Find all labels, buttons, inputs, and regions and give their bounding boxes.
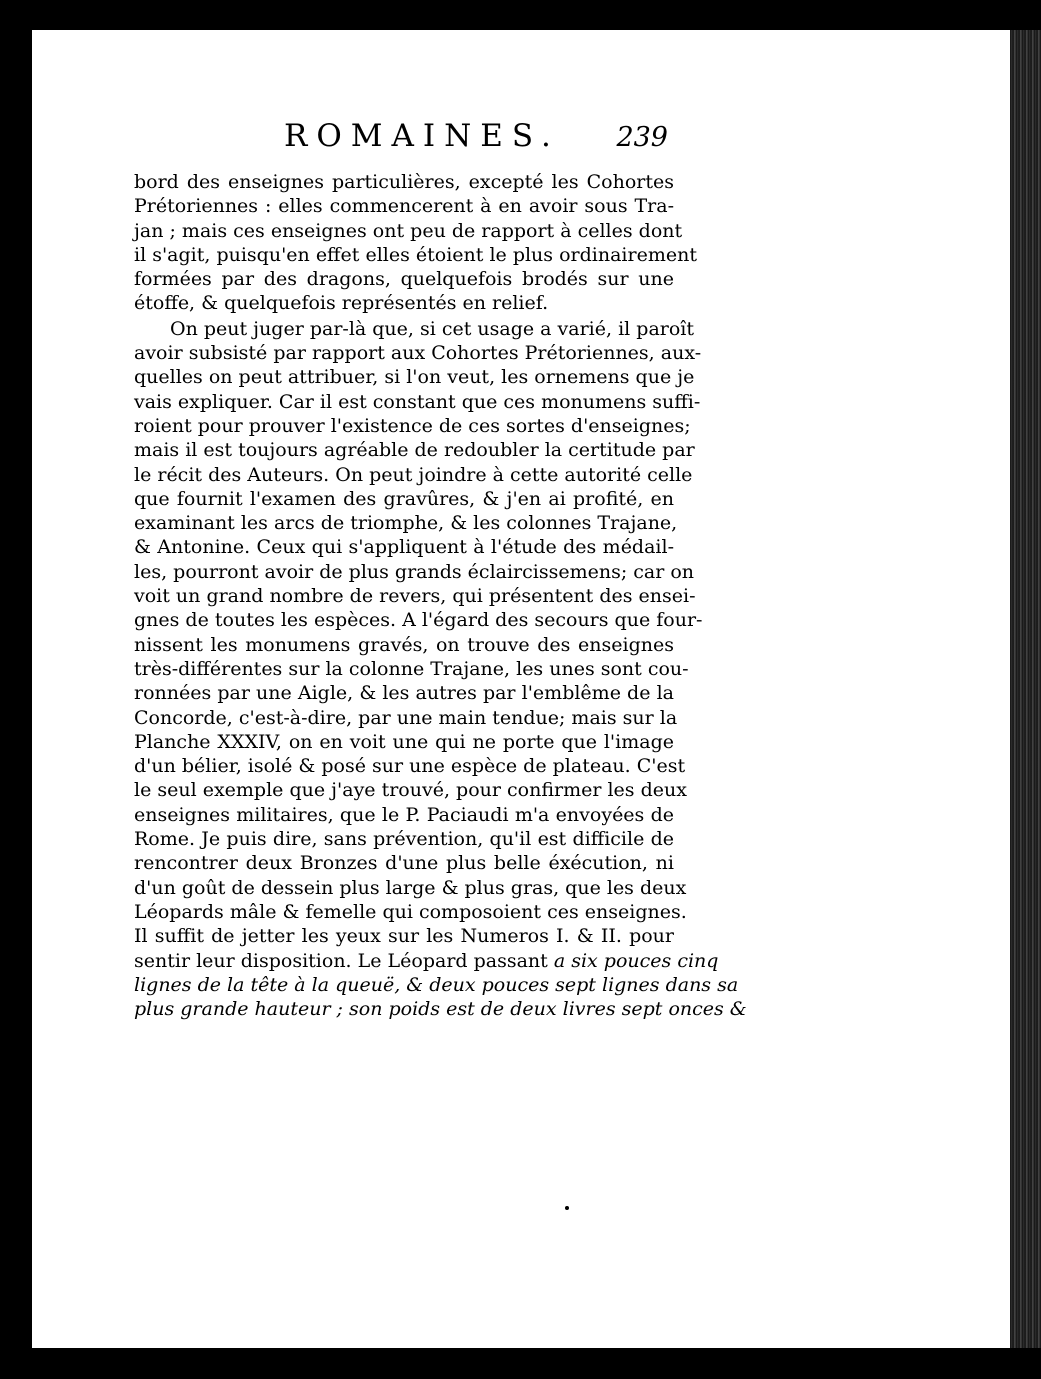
text-line: avoir subsisté par rapport aux Cohortes Prétoriennes, aux-	[134, 342, 702, 365]
page-number: 239	[616, 122, 668, 153]
text-line: d'un goût de dessein plus large & plus gras, que les deux	[134, 876, 687, 899]
text-line-mixed	[134, 949, 719, 973]
text-line: Léopards mâle & femelle qui composoient ces enseignes.	[134, 900, 687, 923]
text-line: le récit des Auteurs. On peut joindre à cette autorité celle	[134, 463, 693, 486]
text-line: jan ; mais ces enseignes ont peu de rapport à celles dont	[134, 219, 683, 242]
text-line: nissent les monumens gravés, on trouve des enseignes	[134, 633, 674, 656]
text-segment: sentir leur disposition. Le Léopard passant	[134, 949, 548, 972]
paragraph-2	[134, 317, 747, 1022]
text-line: étoffe, & quelquefois représentés en relief.	[134, 292, 549, 315]
text-line: ronnées par une Aigle, & les autres par l'emblême de la	[134, 682, 674, 705]
italic-line: plus grande hauteur ; son poids est de deux livres sept onces &	[134, 998, 747, 1021]
text-line: Rome. Je puis dire, sans prévention, qu'il est difficile de	[134, 828, 674, 851]
text-line: enseignes militaires, que le P. Paciaudi m'a envoyées de	[134, 803, 674, 826]
body-text	[134, 170, 747, 1021]
text-line: mais il est toujours agréable de redoubler la certitude par	[134, 439, 695, 462]
text-line: rencontrer deux Bronzes d'une plus belle éxécution, ni	[134, 852, 674, 875]
text-line: il s'agit, puisqu'en effet elles étoient le plus ordinairement	[134, 243, 697, 266]
text-line: roient pour prouver l'existence de ces sortes d'enseignes;	[134, 414, 691, 437]
ink-speck	[565, 1206, 569, 1210]
text-line: Concorde, c'est-à-dire, par une main tendue; mais sur la	[134, 706, 678, 729]
text-line: formées par des dragons, quelquefois brodés sur une	[134, 268, 674, 291]
text-line: quelles on peut attribuer, si l'on veut, les ornemens que je	[134, 366, 695, 389]
paragraph-1	[134, 170, 697, 316]
page-gutter-edge	[1010, 30, 1041, 1348]
text-line: le seul exemple que j'aye trouvé, pour confirmer les deux	[134, 779, 687, 802]
text-line: Planche XXXIV, on en voit une qui ne porte que l'image	[134, 730, 674, 753]
text-line: Prétoriennes : elles commencerent à en avoir sous Tra-	[134, 195, 674, 218]
page-header	[248, 118, 668, 158]
italic-line: lignes de la tête à la queuë, & deux pouces sept lignes dans sa	[134, 973, 739, 996]
text-line: & Antonine. Ceux qui s'appliquent à l'étude des médail-	[134, 536, 674, 559]
text-line: vais expliquer. Car il est constant que ces monumens suffi-	[134, 390, 701, 413]
text-line: Il suffit de jetter les yeux sur les Numeros I. & II. pour	[134, 925, 674, 948]
text-line: bord des enseignes particulières, excepté les Cohortes	[134, 171, 674, 193]
text-line: gnes de toutes les espèces. A l'égard des secours que four-	[134, 609, 703, 632]
text-line: que fournit l'examen des gravûres, & j'en ai profité, en	[134, 487, 674, 510]
text-line: On peut juger par-là que, si cet usage a varié, il paroît	[170, 317, 695, 340]
text-line: très-différentes sur la colonne Trajane, les unes sont cou-	[134, 657, 689, 680]
text-line: voit un grand nombre de revers, qui présentent des ensei-	[134, 585, 696, 608]
italic-segment: a six pouces cinq	[553, 949, 719, 972]
text-line: d'un bélier, isolé & posé sur une espèce de plateau. C'est	[134, 755, 686, 778]
text-line: les, pourront avoir de plus grands éclaircissemens; car on	[134, 560, 695, 583]
text-line: examinant les arcs de triomphe, & les colonnes Trajane,	[134, 512, 678, 535]
running-head: ROMAINES.	[284, 118, 560, 154]
